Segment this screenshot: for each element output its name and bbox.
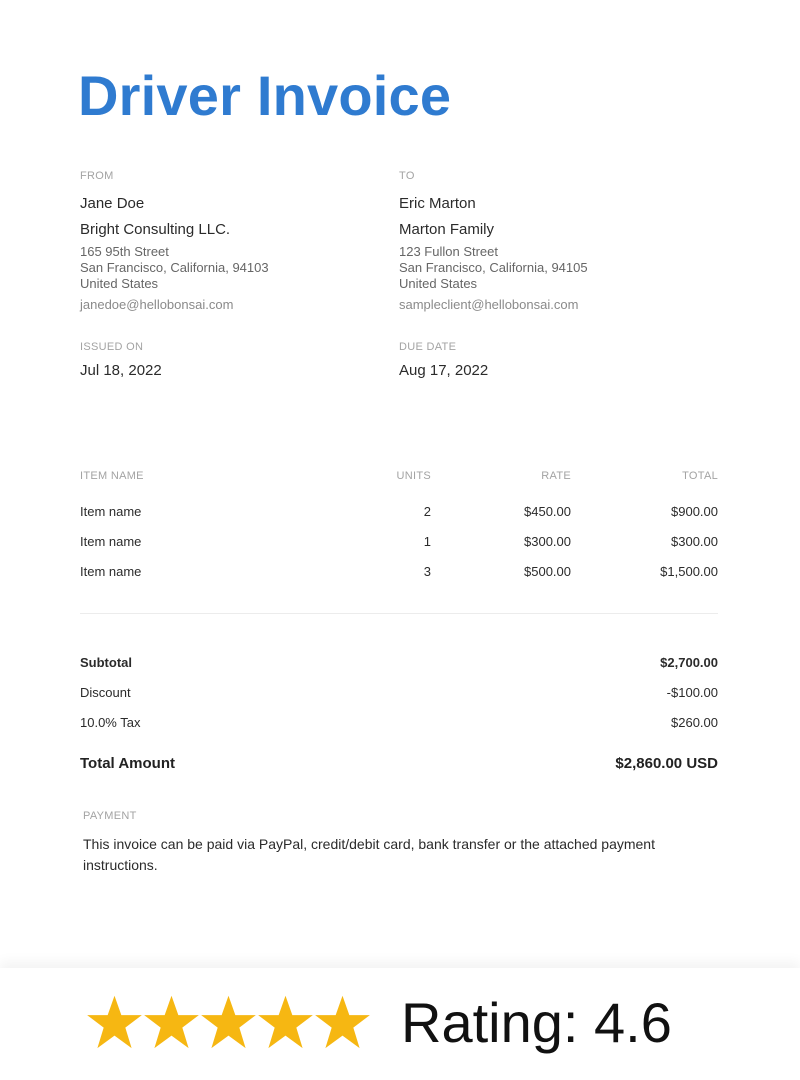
header-units: UNITS — [396, 470, 431, 482]
item-name-cell: Item name — [80, 534, 142, 549]
table-row — [80, 564, 718, 594]
to-address — [399, 244, 699, 292]
item-total-cell: $1,500.00 — [660, 564, 718, 579]
to-section — [399, 170, 699, 313]
from-address-line: San Francisco, California, 94103 — [80, 260, 269, 275]
item-total-cell: $900.00 — [671, 504, 718, 519]
tax-value: $260.00 — [671, 715, 718, 730]
discount-value: -$100.00 — [666, 685, 718, 700]
discount-row — [80, 685, 718, 715]
header-total: TOTAL — [682, 470, 718, 482]
star-icon — [86, 994, 143, 1051]
items-table-header — [80, 468, 718, 498]
from-address — [80, 244, 380, 292]
rating-text: Rating: 4.6 — [401, 991, 672, 1054]
star-icon — [314, 994, 371, 1051]
from-label: FROM — [80, 170, 114, 182]
tax-label: 10.0% Tax — [80, 715, 141, 730]
to-company: Marton Family — [399, 221, 495, 238]
payment-text: This invoice can be paid via PayPal, credit/debit card, bank transfer or the attached payment instructions. — [83, 836, 655, 873]
items-table — [80, 468, 718, 594]
from-section — [80, 170, 380, 313]
header-rate: RATE — [541, 470, 571, 482]
to-address-line: 123 Fullon Street — [399, 244, 499, 259]
from-company: Bright Consulting LLC. — [80, 221, 231, 238]
item-units-cell: 1 — [423, 534, 431, 549]
item-units-cell: 3 — [423, 564, 431, 579]
item-rate-cell: $300.00 — [524, 534, 571, 549]
item-rate-cell: $500.00 — [524, 564, 571, 579]
total-amount-row — [80, 755, 718, 785]
subtotal-value: $2,700.00 — [660, 655, 718, 670]
to-email: sampleclient@hellobonsai.com — [399, 297, 579, 312]
header-item-name: ITEM NAME — [80, 470, 144, 482]
item-rate-cell: $450.00 — [524, 504, 571, 519]
issued-on-label: ISSUED ON — [80, 341, 144, 353]
items-divider — [80, 613, 718, 614]
item-total-cell: $300.00 — [671, 534, 718, 549]
table-row — [80, 504, 718, 534]
item-name-cell: Item name — [80, 564, 142, 579]
totals-section — [80, 655, 718, 785]
to-label: TO — [399, 170, 415, 182]
table-row — [80, 534, 718, 564]
star-icon — [200, 994, 257, 1051]
due-date-section — [399, 341, 699, 380]
item-name-cell: Item name — [80, 504, 142, 519]
star-rating — [86, 994, 371, 1054]
subtotal-row — [80, 655, 718, 685]
to-address-line: San Francisco, California, 94105 — [399, 260, 588, 275]
from-email: janedoe@hellobonsai.com — [80, 297, 234, 312]
payment-section — [83, 810, 723, 876]
item-units-cell: 2 — [423, 504, 431, 519]
rating-bar — [0, 968, 800, 1080]
due-date-value: Aug 17, 2022 — [399, 362, 489, 379]
issued-on-value: Jul 18, 2022 — [80, 362, 162, 379]
discount-label: Discount — [80, 685, 131, 700]
to-name: Eric Marton — [399, 195, 476, 212]
star-icon — [257, 994, 314, 1051]
invoice-title: Driver Invoice — [78, 64, 452, 127]
issued-on-section — [80, 341, 380, 380]
from-address-line: United States — [80, 276, 159, 291]
subtotal-label: Subtotal — [80, 655, 132, 670]
to-address-line: United States — [399, 276, 478, 291]
star-icon — [143, 994, 200, 1051]
from-address-line: 165 95th Street — [80, 244, 169, 259]
payment-label: PAYMENT — [83, 810, 137, 822]
total-amount-label: Total Amount — [80, 755, 175, 772]
total-amount-value: $2,860.00 USD — [615, 755, 718, 772]
from-name: Jane Doe — [80, 195, 145, 212]
tax-row — [80, 715, 718, 745]
due-date-label: DUE DATE — [399, 341, 457, 353]
